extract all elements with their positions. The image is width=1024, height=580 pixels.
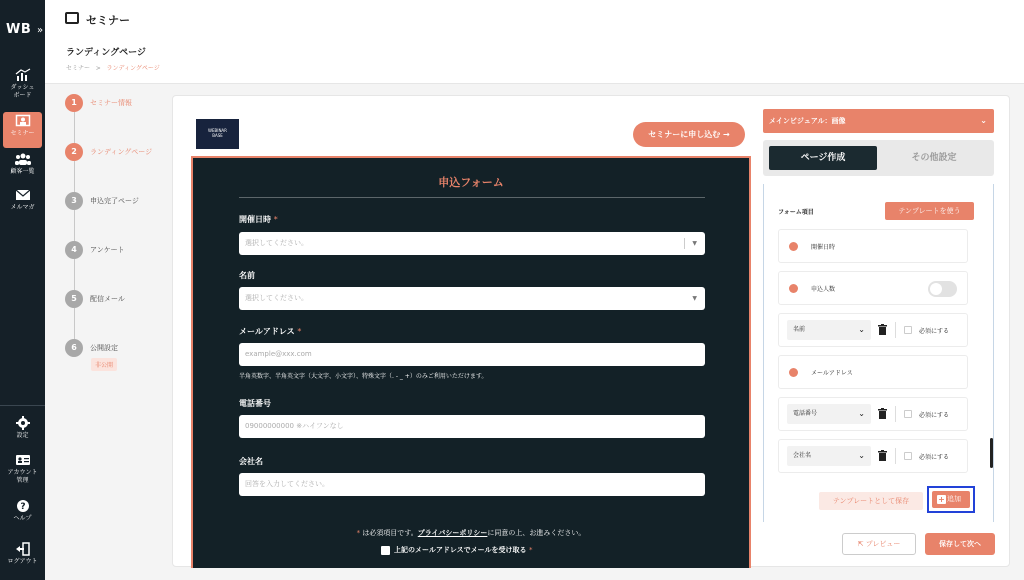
email-hint: 半角英数字、半角英文字（大文字、小文字）、特殊文字（. - _ +）のみご利用いただけます。: [239, 373, 488, 380]
name-select[interactable]: [239, 287, 705, 310]
editor-tabs: [763, 140, 994, 176]
nav-label: ヘルプ: [13, 515, 32, 522]
privacy-note: [193, 528, 749, 538]
form-items-editor[interactable]: [763, 184, 994, 522]
svg-text:?: ?: [19, 502, 26, 512]
phone-field[interactable]: [239, 415, 705, 438]
required-mark: *: [356, 529, 361, 537]
nav-item-help[interactable]: [3, 497, 42, 533]
attendees-toggle[interactable]: [928, 281, 957, 297]
required-label: 必須にする: [919, 328, 950, 335]
nav-item-newsletter[interactable]: [3, 186, 42, 222]
email-label: [239, 326, 301, 337]
nav-divider: [0, 405, 45, 406]
form-preview[interactable]: [191, 156, 751, 568]
required-label: 必須にする: [919, 454, 950, 461]
form-items-title: フォーム項目: [778, 209, 814, 216]
step-number: 3: [65, 192, 83, 210]
brand-text: BASE: [212, 133, 223, 138]
required-label: 必須にする: [919, 412, 950, 419]
breadcrumb-root[interactable]: セミナー: [66, 65, 91, 72]
nav-item-account[interactable]: [3, 451, 42, 487]
page-title: ランディングページ: [66, 48, 146, 58]
nav-item-settings[interactable]: [3, 414, 42, 450]
step-label: 配信メール: [90, 295, 125, 303]
form-item-label: メールアドレス: [811, 370, 853, 377]
field-label: 会社名: [239, 457, 263, 466]
form-title: 申込フォーム: [438, 176, 504, 189]
privacy-policy-link[interactable]: プライバシーポリシー: [417, 529, 488, 537]
step-label: セミナー情報: [90, 99, 132, 107]
left-nav: [0, 0, 45, 580]
company-label: [239, 456, 263, 467]
chevron-down-icon: ⌄: [858, 325, 865, 334]
section-title: セミナー: [86, 14, 130, 27]
subscribe-checkbox[interactable]: [381, 546, 390, 555]
status-badge: 非公開: [91, 358, 117, 371]
date-label: [239, 214, 278, 225]
form-item-row[interactable]: [778, 439, 968, 473]
external-link-icon: ⇱: [857, 540, 864, 548]
company-placeholder: 回答を入力してください。: [245, 480, 329, 488]
nav-label: ダッシュ: [10, 84, 35, 91]
use-template-button[interactable]: テンプレートを使う: [885, 202, 974, 220]
step-number: 1: [65, 94, 83, 112]
main-visual-select[interactable]: [763, 109, 994, 133]
presentation-icon: [65, 12, 79, 24]
step-number: 4: [65, 241, 83, 259]
nav-label: メルマガ: [10, 204, 35, 211]
chevron-down-icon: ⌄: [980, 116, 987, 125]
step-label: ランディングページ: [90, 148, 153, 156]
step-list: [45, 84, 171, 580]
field-label: 開催日時: [239, 215, 271, 224]
nav-item-logout[interactable]: [3, 540, 42, 576]
subscribe-label: [394, 545, 532, 555]
breadcrumb-current: ランディングページ: [106, 65, 160, 72]
field-type-value: 名前: [793, 326, 806, 333]
save-next-button[interactable]: 保存して次へ: [925, 533, 995, 555]
form-item-row[interactable]: [778, 355, 968, 389]
step-number: 2: [65, 143, 83, 161]
double-chevron-right-icon[interactable]: »: [37, 25, 44, 36]
required-mark: *: [297, 327, 302, 336]
date-select[interactable]: [239, 232, 705, 255]
preview-label: プレビュー: [865, 540, 901, 548]
nav-label: ボード: [13, 92, 32, 99]
caret-down-icon: ▼: [692, 295, 697, 302]
field-type-select[interactable]: [787, 320, 871, 340]
trash-icon[interactable]: [878, 324, 887, 335]
subscribe-text: 上記のメールアドレスでメールを受け取る: [394, 546, 527, 554]
trash-icon[interactable]: [878, 408, 887, 419]
step-label: アンケート: [90, 246, 125, 254]
email-field[interactable]: [239, 343, 705, 366]
add-item-highlight: [927, 486, 975, 513]
id-card-icon: [15, 453, 31, 467]
step-number: 5: [65, 290, 83, 308]
row-divider: [895, 406, 896, 422]
required-mark: *: [528, 546, 533, 554]
note-prefix: は必須項目です。: [362, 529, 418, 537]
nav-item-seminar[interactable]: [3, 112, 42, 148]
trash-icon[interactable]: [878, 450, 887, 461]
form-item-label: 開催日時: [811, 244, 836, 251]
company-field[interactable]: [239, 473, 705, 496]
row-divider: [895, 322, 896, 338]
field-type-select[interactable]: [787, 404, 871, 424]
row-divider: [895, 448, 896, 464]
form-item-row[interactable]: [778, 229, 968, 263]
chevron-down-icon: ⌄: [858, 451, 865, 460]
brand-text: WEBINAR: [208, 128, 227, 133]
nav-label: セミナー: [10, 130, 35, 137]
required-checkbox[interactable]: [904, 410, 912, 418]
phone-placeholder: 09000000000 ※ハイフンなし: [245, 422, 344, 430]
step-connector: [74, 308, 75, 340]
step-connector: [74, 259, 75, 291]
field-type-select[interactable]: [787, 446, 871, 466]
field-type-value: 電話番号: [793, 410, 818, 417]
step-connector: [74, 210, 75, 242]
date-placeholder: 選択してください。: [245, 239, 308, 247]
nav-label: ログアウト: [7, 558, 38, 565]
step-label: 公開設定: [90, 344, 118, 352]
form-item-row[interactable]: [778, 313, 968, 347]
nav-label: 管理: [16, 477, 29, 484]
phone-label: [239, 398, 271, 409]
form-item-row[interactable]: [778, 397, 968, 431]
add-label: 追加: [947, 495, 961, 503]
chart-icon: [15, 68, 31, 82]
field-label: メールアドレス: [239, 327, 295, 336]
form-divider: [239, 197, 705, 198]
help-icon: [15, 499, 31, 513]
select-separator: [684, 238, 685, 249]
required-dot-icon: [789, 242, 798, 251]
app-logo[interactable]: WB: [6, 22, 32, 37]
presentation-icon: [15, 114, 31, 128]
caret-down-icon: ▼: [692, 240, 697, 247]
required-dot-icon: [789, 284, 798, 293]
plus-icon: +: [938, 495, 945, 504]
apply-seminar-button[interactable]: セミナーに申し込む →: [633, 122, 745, 147]
form-item-row[interactable]: [778, 271, 968, 305]
step-label: 申込完了ページ: [90, 197, 139, 205]
nav-item-customers[interactable]: [3, 150, 42, 186]
mail-icon: [15, 188, 31, 202]
required-mark: *: [273, 215, 278, 224]
page-header: [45, 0, 1024, 84]
logout-icon: [15, 542, 31, 556]
required-checkbox[interactable]: [904, 452, 912, 460]
chevron-down-icon: ⌄: [858, 409, 865, 418]
main-card: [172, 95, 1010, 567]
step-number: 6: [65, 339, 83, 357]
note-suffix: に同意の上、お進みください。: [487, 529, 586, 537]
tab-page-builder[interactable]: ページ作成: [769, 146, 877, 170]
name-label: [239, 270, 255, 281]
nav-label: アカウント: [7, 469, 38, 476]
required-dot-icon: [789, 368, 798, 377]
users-icon: [15, 152, 31, 166]
add-item-button[interactable]: [932, 491, 970, 508]
nav-item-dashboard[interactable]: [3, 66, 42, 102]
step-connector: [74, 112, 75, 144]
required-checkbox[interactable]: [904, 326, 912, 334]
breadcrumb-separator: >: [95, 65, 101, 72]
field-label: 電話番号: [239, 399, 271, 408]
main-visual-label: メインビジュアル：画像: [769, 117, 846, 125]
editor-scrollbar[interactable]: [990, 438, 993, 468]
nav-label: 顧客一覧: [10, 168, 35, 175]
brand-logo: [196, 119, 239, 149]
preview-button[interactable]: [842, 533, 916, 555]
gear-icon: [15, 416, 31, 430]
nav-label: 設定: [16, 432, 29, 439]
tab-other-settings[interactable]: その他設定: [911, 153, 957, 163]
breadcrumb: [66, 63, 160, 72]
email-placeholder: example@xxx.com: [245, 350, 312, 358]
step-connector: [74, 161, 75, 193]
field-label: 名前: [239, 271, 255, 280]
save-template-button[interactable]: テンプレートとして保存: [819, 492, 923, 510]
form-item-label: 申込人数: [811, 286, 836, 293]
name-placeholder: 選択してください。: [245, 294, 308, 302]
field-type-value: 会社名: [793, 452, 812, 459]
